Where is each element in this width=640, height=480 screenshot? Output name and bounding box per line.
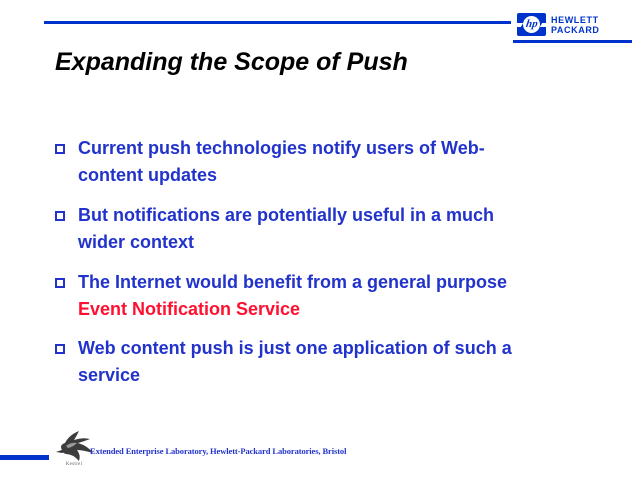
page-title: Expanding the Scope of Push [55, 48, 408, 76]
bullet-text-1 [78, 135, 485, 189]
hp-wordmark-line1: HEWLETT [551, 14, 599, 25]
affiliation-text: Extended Enterprise Laboratory, Hewlett-Packard Laboratories, Bristol [90, 446, 347, 456]
hp-wordmark [551, 15, 600, 35]
hp-wordmark-line2: PACKARD [551, 24, 600, 35]
footer-left-rule [0, 455, 49, 460]
bullet-3-line-2-highlight: Event Notification Service [78, 299, 301, 319]
bullet-4-line-1: Web content push is just one application of such a [78, 338, 512, 358]
square-bullet-icon [55, 344, 65, 354]
bullet-2-line-1: But notifications are potentially useful in a much [78, 205, 495, 225]
bullet-text-2 [78, 202, 494, 256]
hp-monogram-circle [523, 16, 540, 33]
hp-monogram: hp [524, 18, 539, 30]
square-bullet-icon [55, 211, 65, 221]
bullet-item-3 [55, 269, 600, 323]
bullet-2-line-2: wider context [78, 232, 195, 252]
hp-badge-slit-right [540, 23, 546, 27]
bullet-text-3 [78, 269, 507, 323]
bullet-item-2 [55, 202, 600, 256]
bullet-item-4 [55, 335, 600, 389]
hp-logo-underline-rule [513, 40, 632, 43]
square-bullet-icon [55, 144, 65, 154]
hp-logo [517, 13, 600, 36]
bullet-text-4 [78, 335, 512, 389]
square-bullet-icon [55, 278, 65, 288]
bullet-1-line-2: content updates [78, 165, 218, 185]
bullet-1-line-1: Current push technologies notify users of Web- [78, 138, 485, 158]
bullet-4-line-2: service [78, 365, 141, 385]
hp-badge-icon [517, 13, 546, 36]
top-divider-rule [44, 21, 511, 24]
bullet-item-1 [55, 135, 600, 189]
bullet-3-line-1: The Internet would benefit from a general purpose [78, 272, 508, 292]
lab-logo-caption: Kestrel [65, 462, 83, 467]
